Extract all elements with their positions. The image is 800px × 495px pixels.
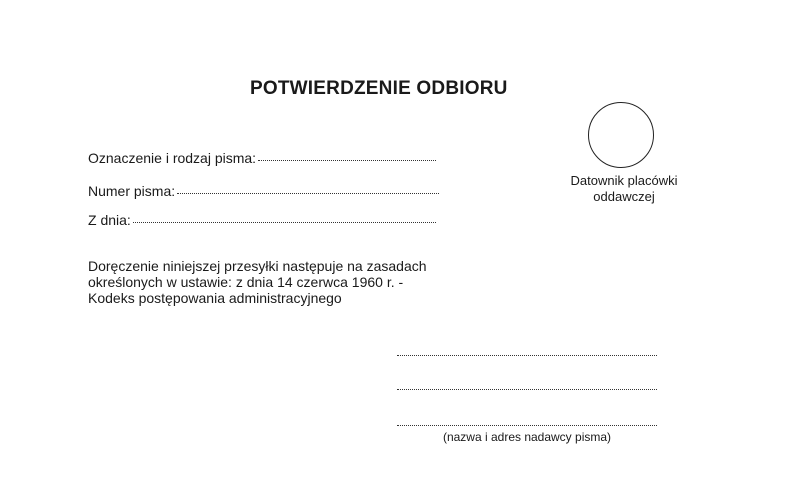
field-number-line [177,192,439,194]
sender-address-line [397,388,657,390]
postmark-circle [588,102,654,168]
document-title: POTWIERDZENIE ODBIORU [250,78,508,99]
postmark-caption [560,173,688,205]
field-date-line [133,221,436,223]
legal-notice-line: Kodeks postępowania administracyjnego [88,290,342,306]
field-date-label: Z dnia: [88,212,131,228]
field-designation-line [258,159,436,161]
sender-caption: (nazwa i adres nadawcy pisma) [442,430,612,444]
postmark-caption-line: Datownik placówki [570,173,678,188]
sender-name-line [397,354,657,356]
sender-address-line [397,424,657,426]
field-number-label: Numer pisma: [88,183,176,199]
field-designation-label: Oznaczenie i rodzaj pisma: [88,150,257,166]
legal-notice [88,258,448,306]
field-designation [88,150,436,166]
postmark-caption-line: oddawczej [593,189,655,204]
field-number [88,183,439,199]
legal-notice-line: określonych w ustawie: z dnia 14 czerwca 1960 r. - [88,274,404,290]
legal-notice-line: Doręczenie niniejszej przesyłki następuje na zasadach [88,258,427,274]
field-date [88,212,436,228]
